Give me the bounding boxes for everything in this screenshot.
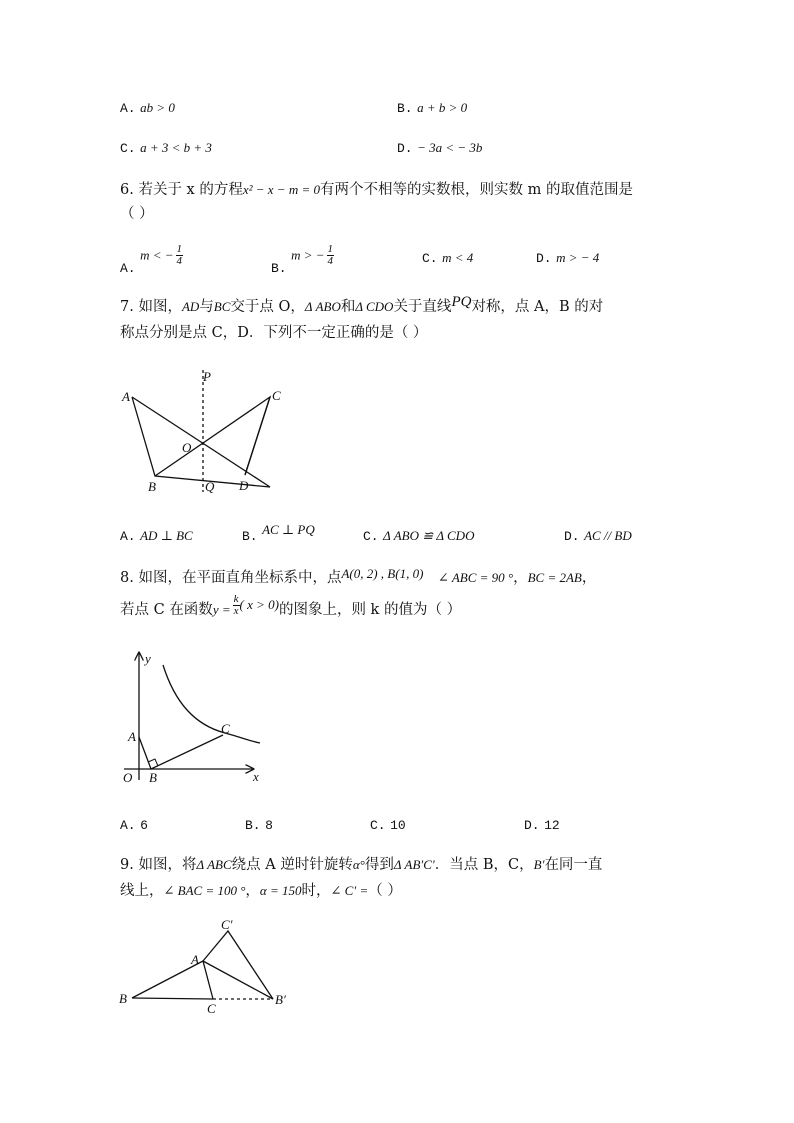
text: 若点 C 在函数 xyxy=(120,602,213,618)
text: 的图象上，则 k 的值为（ ） xyxy=(278,602,462,618)
q7-option-c xyxy=(363,528,474,544)
option-letter: A. xyxy=(120,818,136,833)
option-letter: B. xyxy=(397,101,413,116)
q6-option-d xyxy=(536,250,599,266)
segment-cd xyxy=(245,397,270,475)
label-c: C xyxy=(272,388,281,403)
option-expr: m > − xyxy=(291,247,325,263)
text: （ ） xyxy=(368,883,402,899)
label-b: B xyxy=(119,991,127,1006)
q6-option-b xyxy=(271,243,334,276)
q7-option-d xyxy=(564,528,632,544)
q6-option-a xyxy=(120,243,183,276)
q8-option-d xyxy=(524,817,560,833)
option-expr: m < − xyxy=(140,247,174,263)
hyperbola-curve xyxy=(163,665,260,743)
q8-option-b xyxy=(245,817,273,833)
option-value: 12 xyxy=(544,818,560,833)
q5-option-a xyxy=(120,100,175,116)
option-value: 6 xyxy=(140,818,148,833)
triangle-ab-prime-c-prime xyxy=(203,931,273,999)
triangle-abc-sides xyxy=(132,961,213,999)
label-a: A xyxy=(128,729,136,744)
option-letter: A. xyxy=(120,529,136,544)
q5-option-d xyxy=(397,140,482,156)
text: 时， xyxy=(301,883,331,899)
segments-ab-bc xyxy=(139,735,223,769)
option-letter: C. xyxy=(363,529,379,544)
math: Δ AB′C′ xyxy=(393,857,435,872)
q8-figure xyxy=(115,645,275,787)
label-o: O xyxy=(182,440,192,455)
math: Δ CDO xyxy=(355,299,394,314)
numerator: 1 xyxy=(327,243,333,255)
text: 8. 如图，在平面直角坐标系中，点 xyxy=(120,570,342,586)
option-letter: C. xyxy=(422,251,438,266)
q9-stem-line1 xyxy=(120,853,602,874)
math: α° xyxy=(352,857,365,872)
q7-stem-line2: 称点分别是点 C，D．下列不一定正确的是（ ） xyxy=(120,325,428,341)
option-expr: a + b > 0 xyxy=(417,100,468,115)
option-letter: B. xyxy=(242,529,258,544)
label-b: B xyxy=(149,770,157,785)
math: BC = 2AB xyxy=(527,570,582,585)
label-p: P xyxy=(203,369,211,384)
label-c-prime: C′ xyxy=(221,917,233,932)
option-expr: Δ ABO ≌ Δ CDO xyxy=(383,528,475,543)
text: ．当点 B，C， xyxy=(434,857,534,873)
fraction xyxy=(327,244,335,267)
label-q: Q xyxy=(205,479,215,494)
option-expr: a + 3 < b + 3 xyxy=(140,140,212,155)
math: ∠ ABC = 90 ° xyxy=(437,570,514,585)
q5-option-b xyxy=(397,100,467,116)
text: 交于点 O， xyxy=(230,299,305,315)
text: 得到 xyxy=(364,857,394,873)
label-x: x xyxy=(253,769,259,784)
q5-option-c xyxy=(120,140,212,156)
option-letter: A. xyxy=(120,101,136,116)
option-letter: D. xyxy=(397,141,413,156)
option-letter: D. xyxy=(564,529,580,544)
option-letter: D. xyxy=(536,251,552,266)
math: AD xyxy=(181,299,200,314)
math: Δ ABC xyxy=(196,857,232,872)
option-letter: C. xyxy=(120,141,136,156)
option-value: 8 xyxy=(265,818,273,833)
denominator: x xyxy=(233,604,239,617)
math: PQ xyxy=(451,294,472,310)
label-c: C xyxy=(221,721,230,736)
label-d: D xyxy=(239,478,249,493)
option-expr: m < 4 xyxy=(442,250,474,265)
option-expr: ab > 0 xyxy=(140,100,175,115)
segment-bc xyxy=(132,998,213,999)
text: 关于直线 xyxy=(393,299,452,315)
option-expr: AC ⊥ PQ xyxy=(262,522,315,537)
option-letter: B. xyxy=(271,260,287,276)
option-value: 10 xyxy=(390,818,406,833)
option-expr: − 3a < − 3b xyxy=(417,140,483,155)
option-expr: AD ⊥ BC xyxy=(140,528,193,543)
q6-option-c xyxy=(422,250,473,266)
q6-answer-paren: （ ） xyxy=(120,206,154,222)
label-o: O xyxy=(123,770,133,785)
denominator: 4 xyxy=(176,255,182,267)
segment-bc xyxy=(155,397,270,476)
option-expr: m > − 4 xyxy=(556,250,600,265)
q6-text2: 有两个不相等的实数根，则实数 m 的取值范围是 xyxy=(320,182,633,198)
math: ∠ BAC = 100 ° xyxy=(163,883,246,898)
denominator: 4 xyxy=(327,255,333,267)
text: 9. 如图，将 xyxy=(120,857,197,873)
text: ， xyxy=(245,883,260,899)
math: A(0, 2) , B(1, 0) xyxy=(341,566,424,581)
numerator: k xyxy=(233,592,239,605)
q8-option-a xyxy=(120,817,148,833)
text: 在同一直 xyxy=(544,857,603,873)
label-b: B xyxy=(148,479,156,494)
math: y = xyxy=(212,602,231,617)
q7-option-a xyxy=(120,528,193,544)
option-letter: D. xyxy=(524,818,540,833)
text: 与 xyxy=(199,299,214,315)
math: ∠ C′ = xyxy=(330,883,369,898)
label-y: y xyxy=(145,651,151,666)
math: ( x > 0) xyxy=(239,597,279,612)
text: 7. 如图， xyxy=(120,299,182,315)
numerator: 1 xyxy=(176,243,182,255)
option-letter: A. xyxy=(120,260,136,276)
math: BC xyxy=(213,299,231,314)
label-a: A xyxy=(191,952,199,967)
q6-equation: x² − x − m = 0 xyxy=(242,182,320,197)
math: α = 150 xyxy=(259,883,302,898)
math: B′ xyxy=(533,857,545,872)
q7-option-b xyxy=(242,522,315,544)
math: Δ ABO xyxy=(304,299,341,314)
text: 绕点 A 逆时针旋转 xyxy=(231,857,353,873)
q8-option-c xyxy=(370,817,406,833)
option-expr: AC // BD xyxy=(584,528,632,543)
text: 线上， xyxy=(120,883,164,899)
q8-stem-line2 xyxy=(120,592,462,622)
fraction xyxy=(176,244,184,267)
label-c: C xyxy=(207,1001,216,1016)
q6-stem xyxy=(120,178,633,199)
q8-stem-line1: 8. 如图，在平面直角坐标系中，点A(0, 2) , B(1, 0) ∠ ABC = 90 °，BC = 2AB， xyxy=(120,566,597,586)
option-letter: B. xyxy=(245,818,261,833)
q7-figure xyxy=(115,362,295,502)
q9-figure xyxy=(115,915,300,1020)
q6-text1: 6. 若关于 x 的方程 xyxy=(120,182,243,198)
fraction xyxy=(233,594,240,617)
text: 和 xyxy=(340,299,356,315)
label-a: A xyxy=(122,389,130,404)
q9-stem-line2 xyxy=(120,879,402,900)
option-letter: C. xyxy=(370,818,386,833)
label-b-prime: B′ xyxy=(275,992,286,1007)
text: 对称，点 A，B 的对 xyxy=(471,299,604,315)
q7-stem-line1 xyxy=(120,295,603,316)
